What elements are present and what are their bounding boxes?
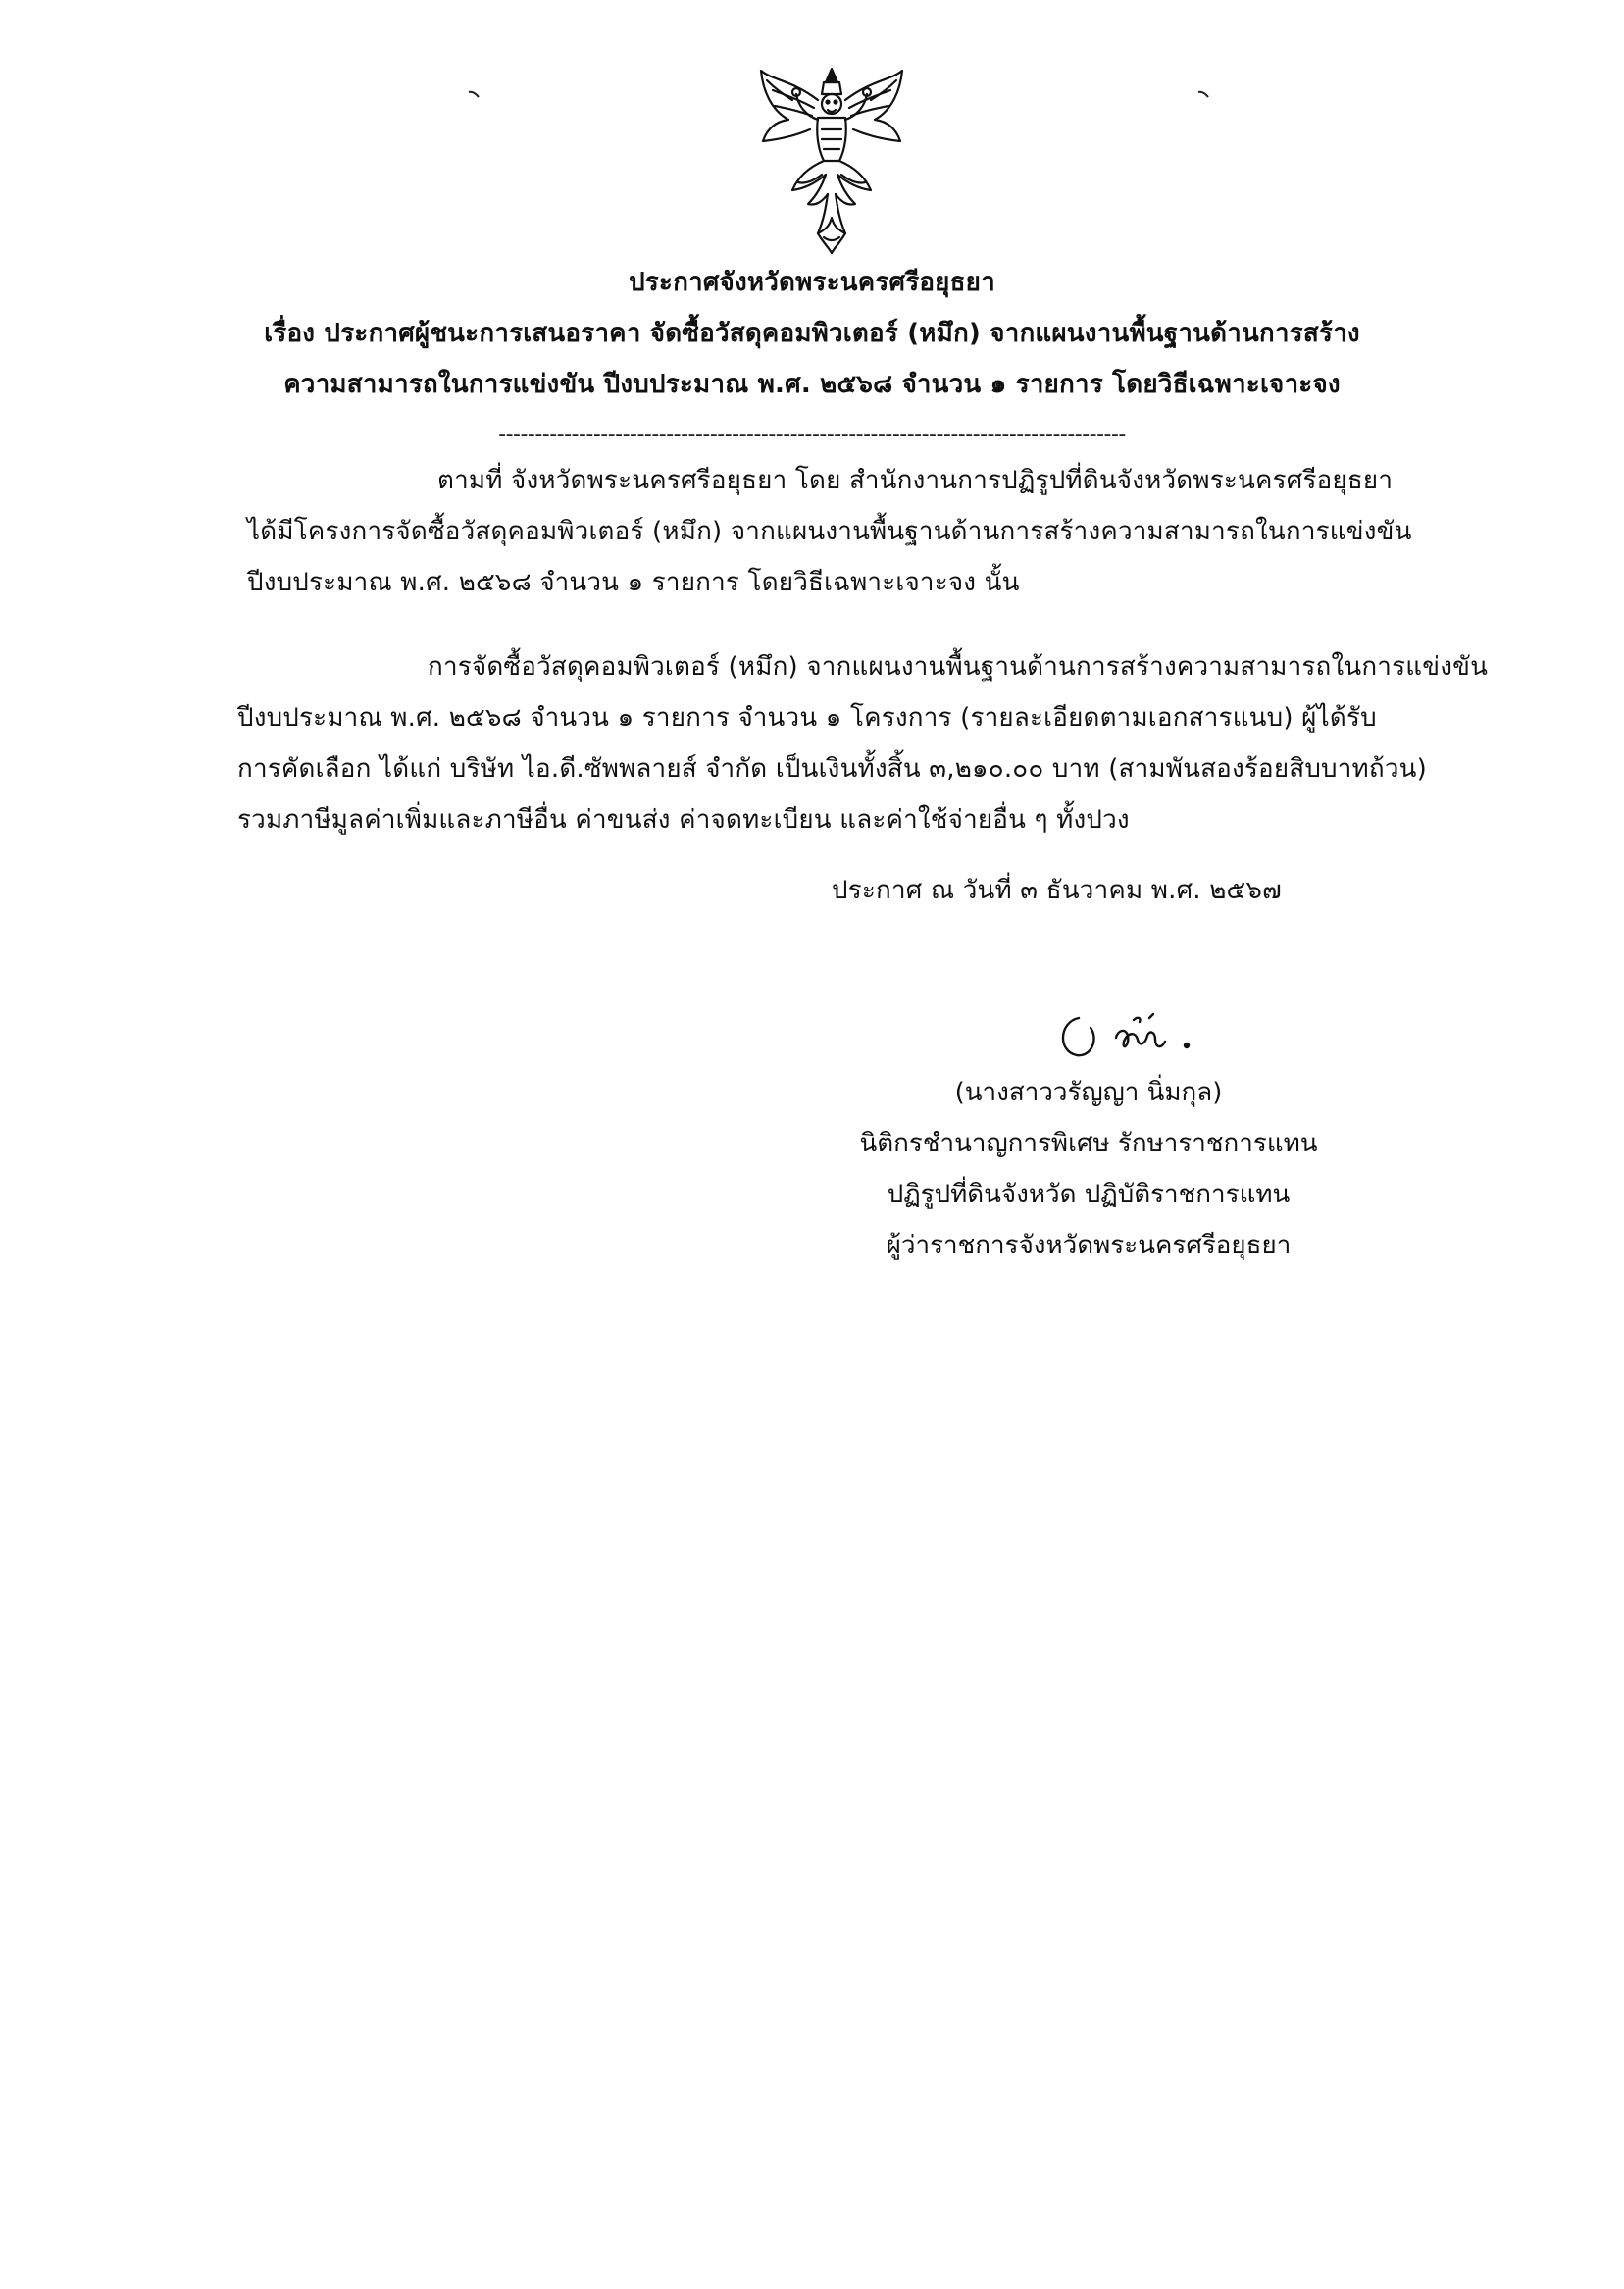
announce-date: ประกาศ ณ วันที่ ๓ ธันวาคม พ.ศ. ๒๕๖๗ xyxy=(832,876,1282,905)
signatory-position-1: นิติกรชำนาญการพิเศษ รักษาราชการแทน xyxy=(859,1129,1318,1158)
paragraph-1-line-3: ปีงบประมาณ พ.ศ. ๒๕๖๘ จำนวน ๑ รายการ โดยวิธีเฉพาะเจาะจง นั้น xyxy=(247,568,1020,597)
corner-mark-icon xyxy=(467,90,481,100)
paragraph-2-line-2: ปีงบประมาณ พ.ศ. ๒๕๖๘ จำนวน ๑ รายการ จำนวน ๑ โครงการ (รายละเอียดตามเอกสารแนบ) ผู้ได้รับ xyxy=(237,703,1377,733)
signatory-position-2: ปฏิรูปที่ดินจังหวัด ปฏิบัติราชการแทน xyxy=(887,1180,1291,1209)
header-divider: -------------------------------------------------------------------------------------- xyxy=(498,423,1126,447)
paragraph-2-line-3: การคัดเลือก ได้แก่ บริษัท ไอ.ดี.ซัพพลายส์ จำกัด เป็นเงินทั้งสิ้น ๓,๒๑๐.๐๐ บาท (สามพันสองร้อยสิบบาทถ้วน) xyxy=(237,754,1427,784)
paragraph-2-line-4: รวมภาษีมูลค่าเพิ่มและภาษีอื่น ค่าขนส่ง ค่าจดทะเบียน และค่าใช้จ่ายอื่น ๆ ทั้งปวง xyxy=(237,805,1130,835)
garuda-emblem-icon xyxy=(753,61,910,257)
signatory-name: (นางสาววรัญญา นิ่มกุล) xyxy=(954,1078,1223,1107)
paragraph-1-line-1: ตามที่ จังหวัดพระนครศรีอยุธยา โดย สำนักงานการปฏิรูปที่ดินจังหวัดพระนครศรีอยุธยา xyxy=(437,466,1394,495)
subject-line-2: ความสามารถในการแข่งขัน ปีงบประมาณ พ.ศ. ๒๕๖๘ จำนวน ๑ รายการ โดยวิธีเฉพาะเจาะจง xyxy=(283,370,1341,399)
subject-line-1: เรื่อง ประกาศผู้ชนะการเสนอราคา จัดซื้อวัสดุคอมพิวเตอร์ (หมึก) จากแผนงานพื้นฐานด้านการสร้าง xyxy=(264,319,1360,348)
handwritten-signature-icon xyxy=(1040,989,1245,1067)
corner-mark-icon xyxy=(1196,90,1210,100)
paragraph-2-line-1: การจัดซื้อวัสดุคอมพิวเตอร์ (หมึก) จากแผนงานพื้นฐานด้านการสร้างความสามารถในการแข่งขัน xyxy=(428,652,1489,682)
signatory-position-3: ผู้ว่าราชการจังหวัดพระนครศรีอยุธยา xyxy=(886,1231,1292,1260)
paragraph-1-line-2: ได้มีโครงการจัดซื้อวัสดุคอมพิวเตอร์ (หมึก) จากแผนงานพื้นฐานด้านการสร้างความสามารถในการแข่งขัน xyxy=(247,517,1412,546)
page-title: ประกาศจังหวัดพระนครศรีอยุธยา xyxy=(629,268,995,297)
